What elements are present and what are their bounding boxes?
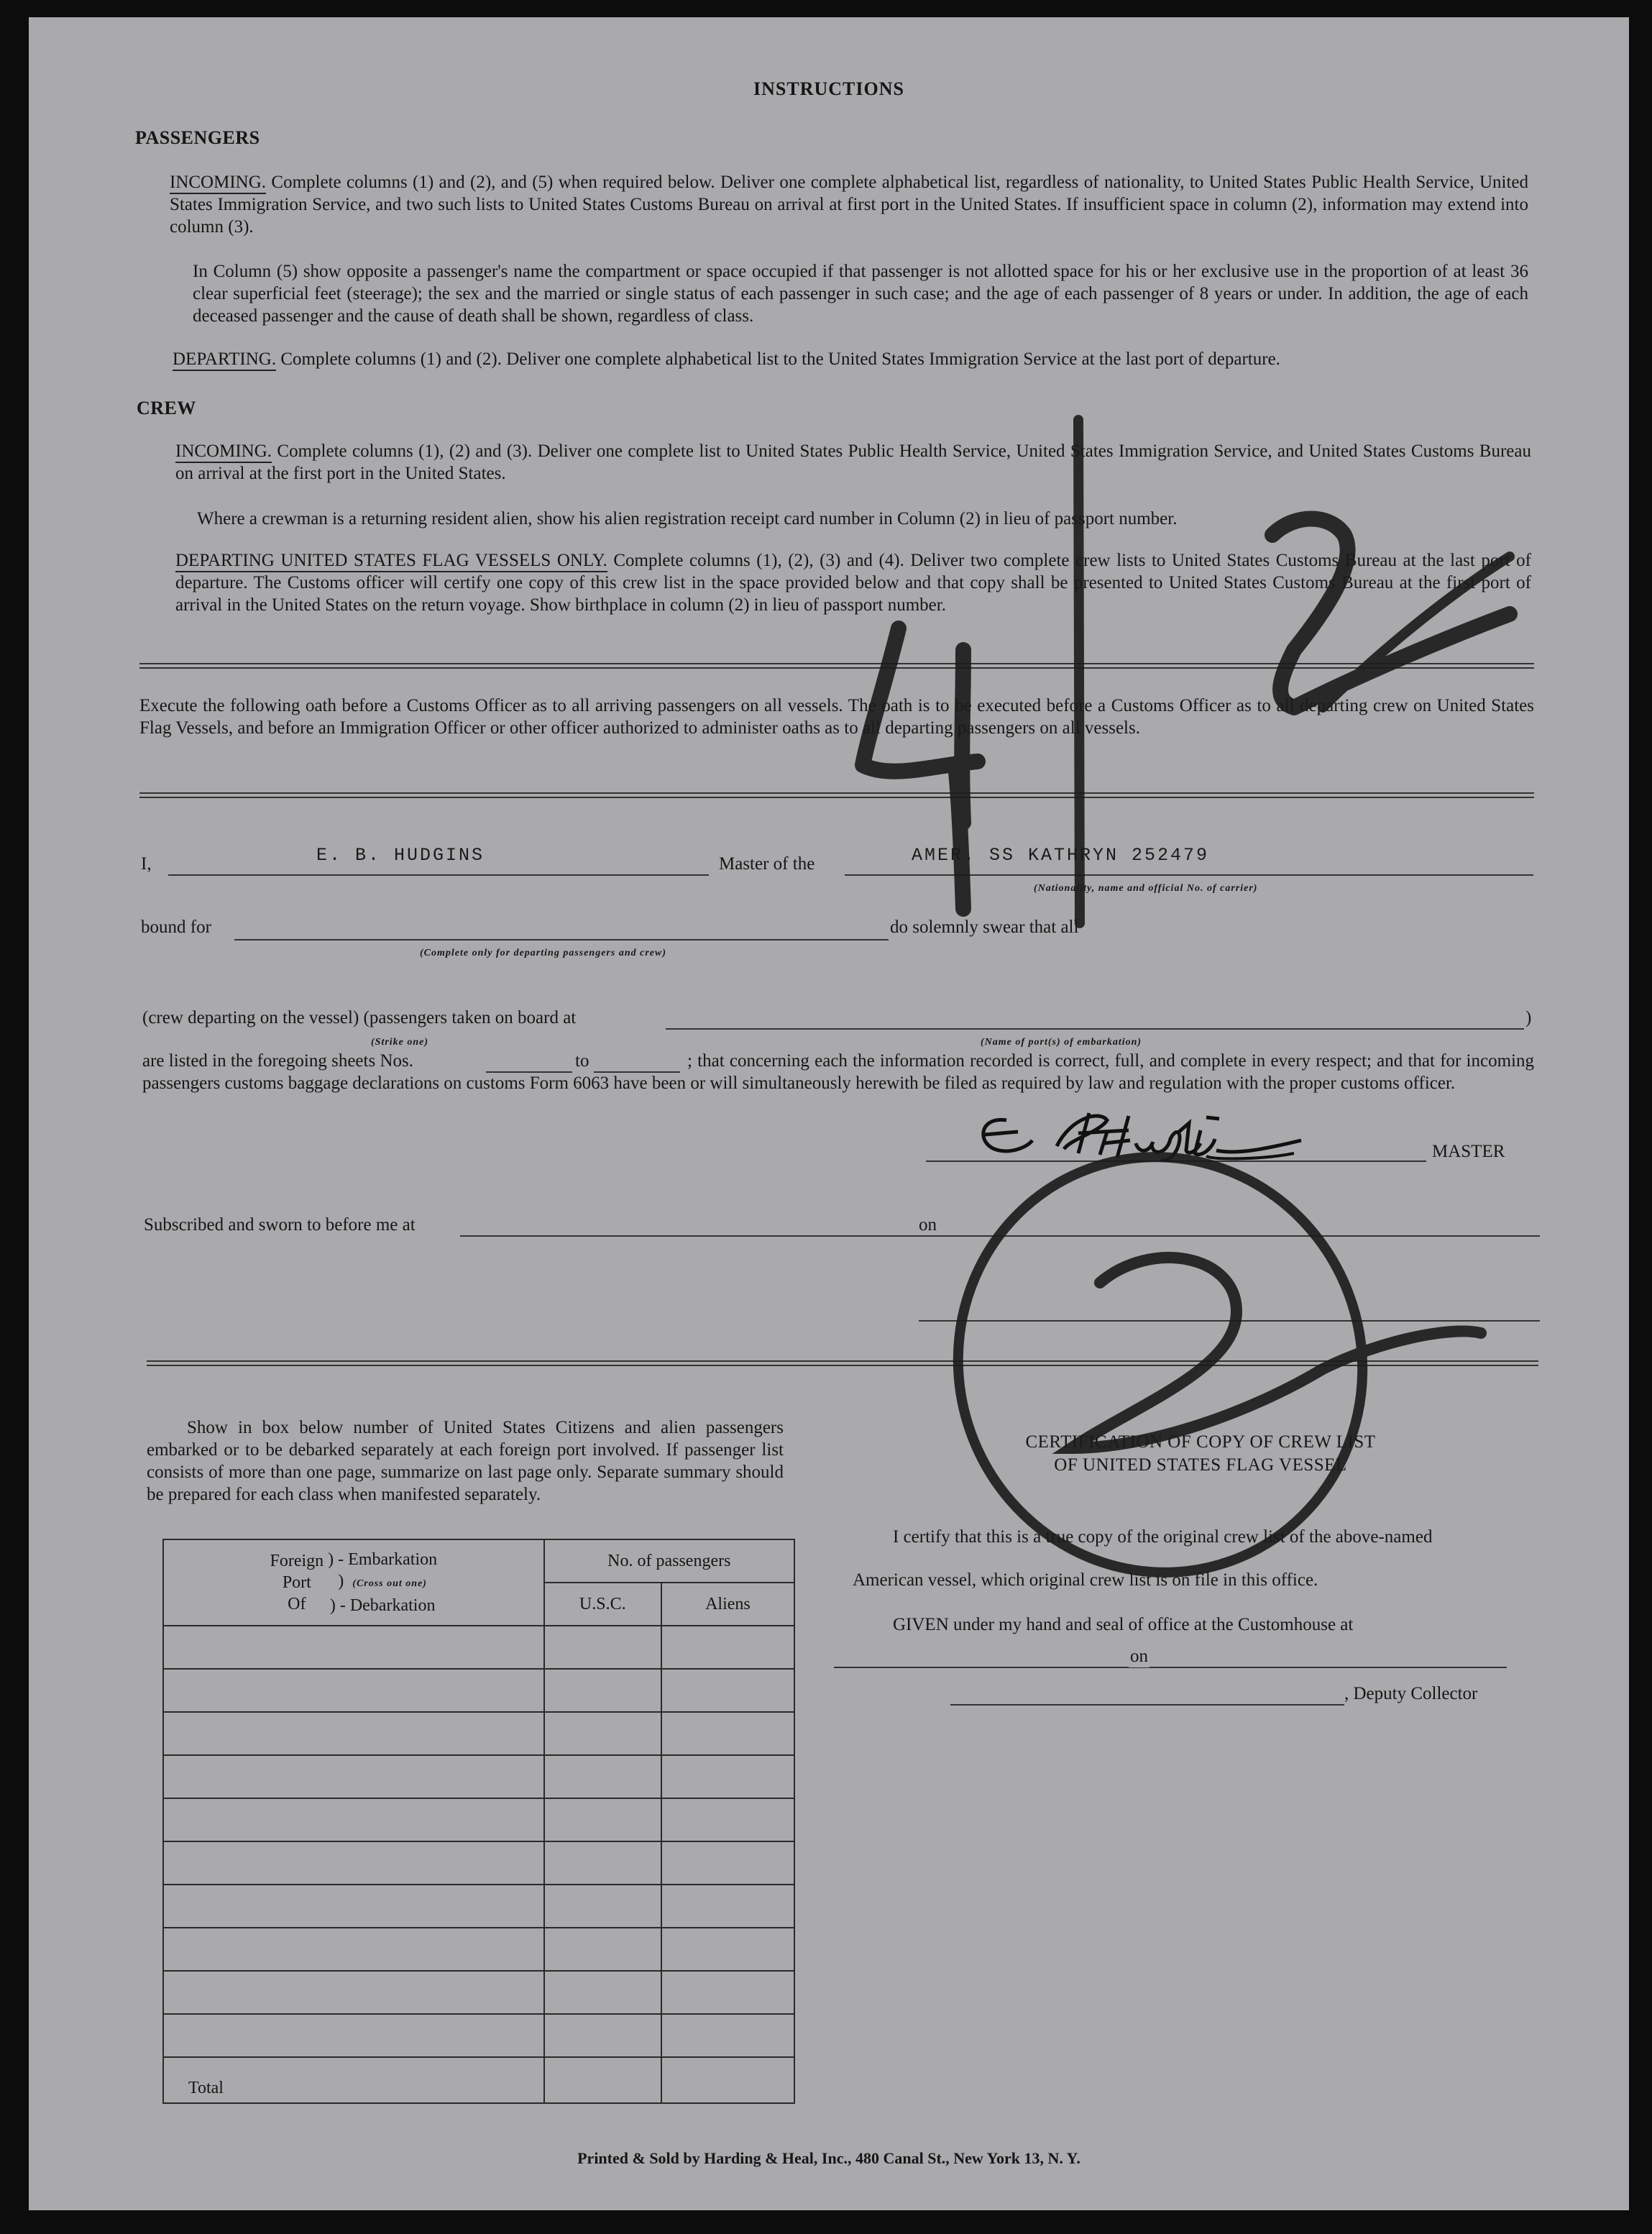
divider-3	[147, 1360, 1538, 1366]
passengers-incoming-paragraph	[170, 171, 1528, 238]
deputy-collector-label: , Deputy Collector	[1344, 1684, 1478, 1703]
port-caption: (Name of port(s) of embarkation)	[981, 1037, 1142, 1048]
bound-for-line	[234, 939, 889, 940]
usc-cell[interactable]	[544, 1669, 661, 1712]
master-label: MASTER	[1432, 1142, 1505, 1161]
oath-instructions: Execute the following oath before a Customs Officer as to all arriving passengers on all vessels. The oath is to be executed before a Customs Officer as to all departing crew on United States Flag Vessels, and before an Immigration Officer or other officer authorized to administer oaths as to all departing passengers on all vessels.	[139, 696, 1534, 738]
aliens-cell[interactable]	[661, 1971, 794, 2014]
crew-incoming-text: Complete columns (1), (2) and (3). Deliver one complete list to United States Public Health Service, United States Immigration Service, and United States Customs Bureau on arrival at the first port in the United States.	[175, 441, 1531, 483]
usc-cell[interactable]	[544, 1971, 661, 2014]
page-title: INSTRUCTIONS	[753, 78, 904, 99]
master-name-line	[168, 874, 709, 876]
embarkation-port-line	[666, 1028, 1524, 1030]
table-row	[163, 1755, 794, 1798]
passengers-departing-paragraph	[173, 348, 1531, 370]
total-usc-cell[interactable]	[544, 2057, 661, 2103]
port-cell[interactable]	[163, 1755, 544, 1798]
crew-departing-label: DEPARTING UNITED STATES FLAG VESSELS ONLY.	[175, 551, 607, 572]
to-label: to	[575, 1051, 589, 1071]
divider-1	[139, 663, 1534, 669]
header-no-passengers: No. of passengers	[544, 1539, 794, 1583]
table-row	[163, 1669, 794, 1712]
divider-2	[139, 792, 1534, 798]
aliens-cell[interactable]	[661, 1885, 794, 1928]
table-row	[163, 1626, 794, 1669]
aliens-cell[interactable]	[661, 1841, 794, 1885]
aliens-cell[interactable]	[661, 1928, 794, 1971]
passenger-summary-table	[162, 1539, 795, 2104]
passengers-departing-label: DEPARTING.	[173, 349, 276, 371]
officer-signature-line	[919, 1320, 1540, 1322]
foreign-port-header: Foreign Port Of ) - Embarkation ) (Cross out one) ) - Debarkation	[163, 1539, 544, 1626]
master-name-value: E. B. HUDGINS	[316, 845, 485, 866]
port-cell[interactable]	[163, 1626, 544, 1669]
crew-heading: CREW	[137, 398, 196, 418]
passengers-column5-paragraph: In Column (5) show opposite a passenger's name the compartment or space occupied if that passenger is not allotted space for his or her exclusive use in the proportion of at least 36 clear superficial feet (steerage); the sex and the married or single status of each passenger in such case; and the age of each passenger of 8 years or under. In addition, the age of each deceased passenger and the cause of death shall be shown, regardless of class.	[193, 262, 1528, 326]
passengers-departing-text: Complete columns (1) and (2). Deliver one complete alphabetical list to the United States Immigration Service at the last port of departure.	[280, 349, 1280, 369]
port-cell[interactable]	[163, 1971, 544, 2014]
certification-title-line2: OF UNITED STATES FLAG VESSEL	[1054, 1455, 1347, 1475]
subscribed-label: Subscribed and sworn to before me at	[144, 1215, 416, 1235]
listed-text: ; that concerning each the information recorded is correct, full, and complete in every respect; and that for incoming passengers customs baggage declarations on customs Form 6063 have been or will simultaneously herewith be filed as required by law and regulation with the proper customs officer.	[142, 1051, 1534, 1093]
document-page	[29, 17, 1629, 2210]
certification-title	[827, 1431, 1574, 1477]
close-paren: )	[1525, 1008, 1532, 1027]
usc-cell[interactable]	[544, 1885, 661, 1928]
port-cell[interactable]	[163, 1712, 544, 1755]
port-cell[interactable]	[163, 1669, 544, 1712]
given-text: GIVEN under my hand and seal of office at the Customhouse at	[893, 1615, 1354, 1634]
table-row	[163, 1971, 794, 2014]
header-debarkation: - Debarkation	[339, 1596, 436, 1615]
summary-instructions: Show in box below number of United States Citizens and alien passengers embarked or to be debarked separately at each foreign port involved. If passenger list consists of more than one page, summarize on last page only. Separate summary should be prepared for each class when manifested separately.	[147, 1418, 784, 1504]
usc-cell[interactable]	[544, 1712, 661, 1755]
aliens-cell[interactable]	[661, 2014, 794, 2057]
header-aliens: Aliens	[661, 1583, 794, 1626]
passengers-incoming-text: Complete columns (1) and (2), and (5) when required below. Deliver one complete alphabetical list, regardless of nationality, to United States Public Health Service, United States Immigration Service, and two such lists to United States Customs Bureau on arrival at first port in the United States. If insufficient space in column (2), information may extend into column (3).	[170, 173, 1529, 237]
customhouse-line	[834, 1667, 1507, 1668]
usc-cell[interactable]	[544, 2014, 661, 2057]
table-row	[163, 1798, 794, 1841]
crew-departing-label: (crew departing on the vessel) (passengers taken on board at	[142, 1008, 577, 1027]
header-port: Port	[282, 1573, 311, 1592]
carrier-value: AMER. SS KATHRYN 252479	[912, 845, 1210, 866]
total-aliens-cell[interactable]	[661, 2057, 794, 2103]
aliens-cell[interactable]	[661, 1755, 794, 1798]
subscribed-on-label: on	[919, 1215, 937, 1235]
port-cell[interactable]	[163, 2014, 544, 2057]
subscribed-place-line	[460, 1235, 947, 1237]
certification-on-label: on	[1130, 1647, 1148, 1666]
total-label: Total	[163, 2057, 544, 2103]
header-cross-out: (Cross out one)	[352, 1578, 427, 1589]
usc-cell[interactable]	[544, 1755, 661, 1798]
certify-text2: American vessel, which original crew list is on file in this office.	[853, 1570, 1318, 1590]
bound-for-label: bound for	[141, 917, 211, 937]
port-cell[interactable]	[163, 1885, 544, 1928]
deputy-signature-line	[950, 1704, 1344, 1706]
carrier-caption: (Nationality, name and official No. of carrier)	[1034, 883, 1258, 894]
strike-caption: (Strike one)	[371, 1037, 429, 1048]
table-row	[163, 1928, 794, 1971]
aliens-cell[interactable]	[661, 1669, 794, 1712]
header-embarkation: - Embarkation	[338, 1550, 438, 1569]
header-foreign: Foreign	[270, 1552, 324, 1570]
swear-label: do solemnly swear that all	[890, 917, 1079, 937]
port-cell[interactable]	[163, 1928, 544, 1971]
passengers-heading: PASSENGERS	[135, 127, 260, 148]
carrier-line	[845, 874, 1533, 876]
master-signature	[963, 1103, 1337, 1173]
usc-cell[interactable]	[544, 1928, 661, 1971]
passengers-incoming-label: INCOMING.	[170, 173, 266, 194]
master-of-label: Master of the	[719, 854, 815, 874]
aliens-cell[interactable]	[661, 1626, 794, 1669]
header-of: Of	[288, 1595, 306, 1613]
bound-for-caption: (Complete only for departing passengers and crew)	[420, 948, 666, 958]
crew-incoming-paragraph	[175, 440, 1531, 485]
port-cell[interactable]	[163, 1841, 544, 1885]
certify-text: I certify that this is a true copy of the original crew list of the above-named	[893, 1527, 1433, 1547]
crew-departing-paragraph	[175, 549, 1531, 616]
aliens-cell[interactable]	[661, 1798, 794, 1841]
printer-footer: Printed & Sold by Harding & Heal, Inc., 480 Canal St., New York 13, N. Y.	[577, 2149, 1080, 2167]
port-cell[interactable]	[163, 1798, 544, 1841]
table-row	[163, 1885, 794, 1928]
oath-i-label: I,	[141, 854, 152, 874]
crew-incoming-label: INCOMING.	[175, 441, 272, 463]
subscribed-date-line	[945, 1235, 1540, 1237]
signature-drawing	[963, 1103, 1337, 1168]
usc-cell[interactable]	[544, 1798, 661, 1841]
table-row	[163, 1712, 794, 1755]
table-row	[163, 2014, 794, 2057]
usc-cell[interactable]	[544, 1841, 661, 1885]
aliens-cell[interactable]	[661, 1712, 794, 1755]
header-usc: U.S.C.	[544, 1583, 661, 1626]
certification-title-line1: CERTIFICATION OF COPY OF CREW LIST	[1025, 1432, 1376, 1452]
table-row	[163, 1841, 794, 1885]
crew-resident-paragraph: Where a crewman is a returning resident alien, show his alien registration receipt card number in Column (2) in lieu of passport number.	[197, 509, 1178, 528]
sheets-listed-label: are listed in the foregoing sheets Nos.	[142, 1051, 413, 1071]
crew-departing-text: Complete columns (1), (2), (3) and (4). Deliver two complete crew lists to United States Customs Bureau at the last port of departure. The Customs officer will certify one copy of this crew list in the space provided below and that copy shall be presented to United States Customs Bureau at the first port of arrival in the United States on the return voyage. Show birthplace in column (2) in lieu of passport number.	[175, 551, 1531, 615]
usc-cell[interactable]	[544, 1626, 661, 1669]
